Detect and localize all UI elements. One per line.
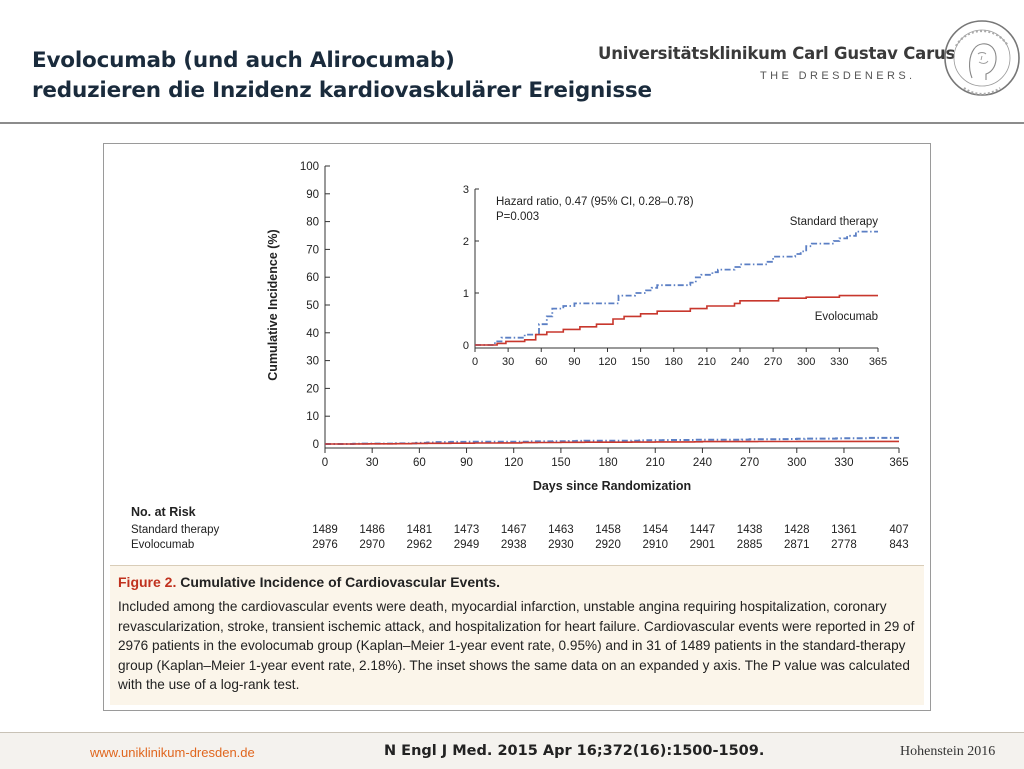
main-x-tick-label: 210	[645, 457, 665, 469]
risk-table-cell: 2970	[359, 539, 385, 551]
main-x-tick-label: 240	[692, 457, 713, 469]
inset-series-label-standard: Standard therapy	[789, 216, 878, 228]
risk-table-cell: 2930	[548, 539, 574, 551]
main-y-tick-label: 100	[299, 161, 319, 173]
inset-x-tick-label: 180	[664, 356, 683, 368]
carus-seal-logo	[942, 16, 1022, 100]
slide-title-line-2: reduzieren die Inzidenz kardiovaskulärer Ereignisse	[32, 78, 652, 103]
inset-x-tick-label: 270	[763, 356, 783, 368]
risk-table-cell: 1454	[642, 524, 669, 536]
caption-figure-label: Figure 2.	[118, 574, 177, 590]
caption-title: Cumulative Incidence of Cardiovascular Events.	[180, 574, 501, 590]
inset-x-tick-label: 365	[868, 356, 888, 368]
main-y-tick-label: 20	[306, 383, 319, 396]
risk-table-cell: 2778	[831, 539, 857, 551]
main-x-tick-label: 180	[598, 457, 618, 469]
risk-table-cell: 1428	[783, 524, 810, 536]
inset-x-tick-label: 90	[568, 356, 581, 368]
footer-url[interactable]: www.uniklinikum-dresden.de	[90, 745, 255, 760]
main-x-tick-label: 270	[740, 457, 760, 469]
caption-heading	[118, 574, 500, 590]
footer-citation: N Engl J Med. 2015 Apr 16;372(16):1500-1509.	[384, 743, 765, 759]
main-x-tick-label: 150	[551, 457, 571, 469]
kaplan-meier-chart	[104, 144, 930, 565]
risk-table-row-label: Evolocumab	[131, 539, 195, 551]
inset-y-tick-label: 2	[462, 236, 469, 248]
main-y-tick-label: 30	[306, 355, 319, 368]
inset-x-tick-label: 210	[697, 356, 717, 368]
main-y-tick-label: 10	[306, 411, 319, 424]
risk-table-cell: 2901	[689, 539, 716, 551]
inset-x-tick-label: 300	[797, 356, 816, 368]
inset-y-tick-label: 3	[462, 184, 469, 196]
risk-table-title: No. at Risk	[131, 505, 196, 519]
risk-table-cell: 2871	[783, 539, 810, 551]
main-x-tick-label: 0	[321, 457, 329, 469]
inset-x-tick-label: 0	[471, 356, 479, 368]
risk-table-cell: 1473	[453, 524, 480, 536]
risk-table-cell: 1458	[595, 524, 621, 536]
main-x-tick-label: 300	[787, 457, 807, 469]
figure-panel	[103, 143, 931, 711]
risk-table-cell: 1463	[548, 524, 574, 536]
slide-title	[32, 46, 652, 106]
main-y-tick-label: 90	[306, 188, 319, 201]
risk-table-cell: 2938	[500, 539, 527, 551]
risk-table-cell: 2885	[736, 539, 763, 551]
risk-table-cell: 2962	[406, 539, 433, 551]
risk-table-cell: 843	[889, 539, 909, 551]
main-y-tick-label: 70	[306, 244, 319, 257]
main-y-axis-label: Cumulative Incidence (%)	[266, 229, 280, 381]
risk-table-cell: 2910	[642, 539, 669, 551]
risk-table-cell: 2920	[595, 539, 621, 551]
main-x-tick-label: 90	[460, 457, 473, 469]
inset-series-line	[475, 232, 878, 345]
footer-author: Hohenstein 2016	[900, 744, 996, 759]
figure-caption	[110, 565, 924, 705]
main-y-tick-label: 50	[306, 300, 319, 312]
risk-table-cell: 1486	[359, 524, 385, 536]
institution-tagline: THE DRESDENERS.	[760, 70, 916, 82]
risk-table-cell: 407	[889, 524, 909, 536]
main-x-tick-label: 30	[365, 457, 379, 469]
risk-table-cell: 1438	[736, 524, 763, 536]
main-y-tick-label: 80	[306, 216, 319, 229]
main-x-axis-label: Days since Randomization	[532, 479, 692, 493]
main-y-tick-label: 40	[306, 327, 319, 340]
inset-x-tick-label: 60	[535, 356, 548, 368]
risk-table-cell: 2976	[312, 539, 338, 551]
inset-x-tick-label: 240	[730, 356, 750, 368]
inset-x-tick-label: 30	[501, 356, 515, 368]
main-y-tick-label: 60	[306, 272, 319, 285]
risk-table-cell: 2949	[453, 539, 480, 551]
inset-annotation: P=0.003	[496, 211, 540, 223]
main-x-tick-label: 365	[889, 457, 909, 469]
main-x-tick-label: 60	[412, 457, 426, 469]
risk-table-cell: 1481	[406, 524, 433, 536]
inset-x-tick-label: 120	[598, 356, 617, 368]
risk-table-cell: 1489	[312, 524, 338, 536]
inset-series-label-evolocumab: Evolocumab	[814, 311, 878, 323]
main-y-tick-label: 0	[312, 439, 319, 451]
institution-name: Universitätsklinikum Carl Gustav Carus	[598, 44, 956, 63]
main-x-tick-label: 330	[834, 457, 854, 469]
caption-text: Included among the cardiovascular events were death, myocardial infarction, unstable angina requiring hospitalization, coronary revascularization, stroke, transient ischemic attack, and hospitalization for heart failure. Cardiovascular events were reported in 29 of 2976 patients in the evolocumab group (Kaplan–Meier 1-year event rate, 0.95%) and in 31 of 1489 patients in the standard-therapy group (Kaplan–Meier 1-year event rate, 2.18%). The inset shows the same data on an expanded y axis. The P value was calculated with the use of a log-rank test.	[118, 599, 915, 692]
title-divider	[0, 122, 1024, 124]
inset-x-tick-label: 330	[830, 356, 849, 368]
inset-y-tick-label: 1	[462, 288, 469, 300]
main-series-line	[325, 441, 899, 444]
slide-title-line-1: Evolocumab (und auch Alirocumab)	[32, 48, 455, 73]
inset-x-tick-label: 150	[631, 356, 650, 368]
inset-annotation: Hazard ratio, 0.47 (95% CI, 0.28–0.78)	[496, 196, 694, 208]
risk-table-cell: 1447	[689, 524, 716, 536]
inset-y-tick-label: 0	[462, 340, 469, 352]
risk-table-row-label: Standard therapy	[131, 524, 220, 536]
risk-table-cell: 1361	[831, 524, 857, 536]
footer-bar	[0, 732, 1024, 769]
risk-table-cell: 1467	[500, 524, 527, 536]
main-x-tick-label: 120	[504, 457, 524, 469]
